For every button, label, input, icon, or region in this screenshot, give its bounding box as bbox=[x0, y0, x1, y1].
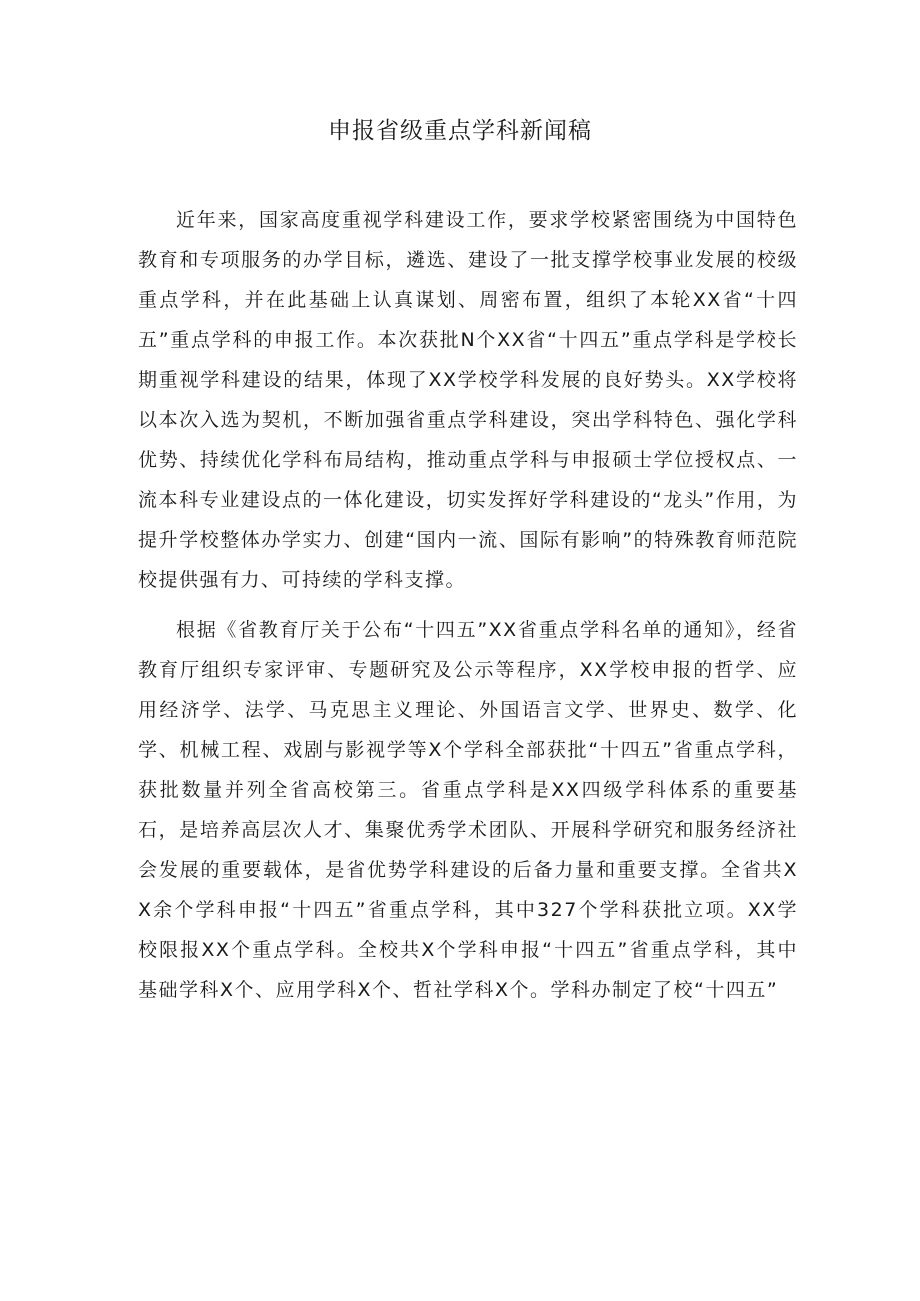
document-title: 申报省级重点学科新闻稿 bbox=[328, 118, 592, 144]
paragraph-2: 根据《省教育厅关于公布“十四五”XX省重点学科名单的通知》，经省教育厅组织专家评审、专题研究及公示等程序，XX学校申报的哲学、应用经济学、法学、马克思主义理论、外国语言文学、世界史、数学、化学、机械工程、戏剧与影视学等X个学科全部获批“十四五”省重点学科，获批数量并列全省高校第三。省重点学科是XX四级学科体系的重要基石，是培养高层次人才、集聚优秀学术团队、开展科学研究和服务经济社会发展的重要载体，是省优势学科建设的后备力量和重要支撑。全省共XX余个学科申报“十四五”省重点学科，其中327个学科获批立项。XX学校限报XX个重点学科。全校共X个学科申报“十四五”省重点学科，其中基础学科X个、应用学科X个、哲社学科X个。学科办制定了校“十四五” bbox=[138, 619, 798, 1001]
paragraph-1: 近年来，国家高度重视学科建设工作，要求学校紧密围绕为中国特色教育和专项服务的办学目标，遴选、建设了一批支撑学校事业发展的校级重点学科，并在此基础上认真谋划、周密布置，组织了本轮XX省“十四五”重点学科的申报工作。本次获批N个XX省“十四五”重点学科是学校长期重视学科建设的结果，体现了XX学校学科发展的良好势头。XX学校将以本次入选为契机，不断加强省重点学科建设，突出学科特色、强化学科优势、持续优化学科布局结构，推动重点学科与申报硕士学位授权点、一流本科专业建设点的一体化建设，切实发挥好学科建设的“龙头”作用，为提升学校整体办学实力、创建“国内一流、国际有影响”的特殊教育师范院校提供强有力、可持续的学科支撑。 bbox=[138, 209, 798, 591]
document-body bbox=[138, 200, 798, 1020]
